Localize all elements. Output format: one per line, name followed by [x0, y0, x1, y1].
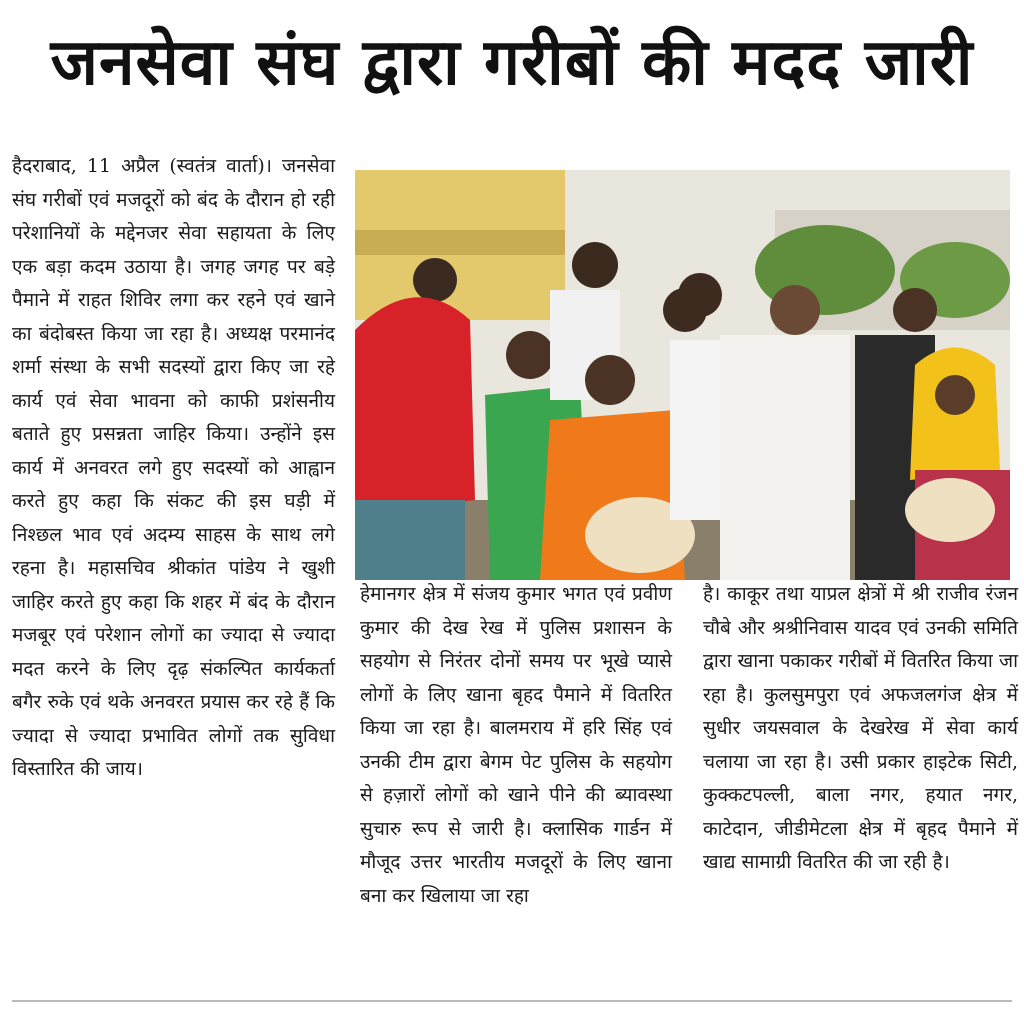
article-column-2 [360, 578, 672, 913]
person-head [572, 242, 618, 288]
bottom-rule [12, 1000, 1012, 1002]
person-head [585, 355, 635, 405]
article-paragraph: हेमानगर क्षेत्र में संजय कुमार भगत एवं प्रवीण कुमार की देख रेख में पुलिस प्रशासन के सहयोग से निरंतर दोनों समय पर भूखे प्यासे लोगों के लिए खाना बृहद पैमाने में वितरित किया जा रहा है। बालमराय में हरि सिंह एवं उनकी टीम द्वारा बेगम पेट पुलिस के सहयोग से हज़ारों लोगों को खाने पीने की ब्यावस्था सुचारु रूप से जारी है। क्लासिक गार्डन में मौजूद उत्तर भारतीय मजदूरों के लिए खाना बना कर खिलाया जा रहा [360, 583, 672, 907]
person-head [678, 273, 722, 317]
headline: जनसेवा संघ द्वारा गरीबों की मदद जारी [50, 26, 974, 100]
article-paragraph: है। काकूर तथा याप्रल क्षेत्रों में श्री राजीव रंजन चौबे और श्रश्रीनिवास यादव एवं उनकी समिति द्वारा खाना पकाकर गरीबों में वितरित किया जा रहा है। कुलसुमपुरा एवं अफजलगंज क्षेत्र में सुधीर जयसवाल के देखरेख में सेवा कार्य चलाया जा रहा है। उसी प्रकार हाइटेक सिटी, कुक्कटपल्ली, बाला नगर, हयात नगर, काटेदान, जीडीमेटला क्षेत्र में बृहद पैमाने में खाद्य सामाग्री वितरित की जा रही है। [703, 583, 1018, 873]
person-head [770, 285, 820, 335]
photo-illustration [355, 170, 1010, 580]
person-head [893, 288, 937, 332]
person-body-teal [355, 500, 465, 580]
ration-sack [905, 478, 995, 542]
article-paragraph: हैदराबाद, 11 अप्रैल (स्वतंत्र वार्ता)। जनसेवा संघ गरीबों एवं मजदूरों को बंद के दौरान हो रही परेशानियों के मद्देनजर सेवा सहायता के लिए एक बड़ा कदम उठाया है। जगह जगह पर बड़े पैमाने में राहत शिविर लगा कर रहने एवं खाने का बंदोबस्त किया जा रहा है। अध्यक्ष परमानंद शर्मा संस्था के सभी सदस्यों द्वारा किए जा रहे कार्य एवं सेवा भावना को काफी प्रशंसनीय बताते हुए प्रसन्नता जाहिर किया। उन्होंने इस कार्य में अनवरत लगे हुए सदस्यों को आह्वान करते हुए कहा कि संकट की इस घड़ी में निश्छल भाव एवं अदम्य साहस के साथ लगे रहना है। महासचिव श्रीकांत पांडेय ने खुशी जाहिर करते हुए कहा कि शहर में बंद के दौरान मजबूर एवं परेशान लोगों का ज्यादा से ज्यादा मदत करने के लिए दृढ़ संकल्पित कार्यकर्ता बगैर रुके एवं थके अनवरत प्रयास कर रहे हैं कि ज्यादा से ज्यादा प्रभावित लोगों तक सुविधा विस्तारित की जाय। [12, 155, 335, 780]
person-head [506, 331, 554, 379]
person-head [413, 258, 457, 302]
article-column-1 [12, 150, 335, 787]
person-white-kurta [720, 335, 850, 580]
person-head [935, 375, 975, 415]
person-red-scarf [355, 297, 475, 515]
article-column-3 [703, 578, 1018, 880]
news-photo [355, 170, 1010, 580]
photo-building-left-shade [355, 230, 565, 255]
